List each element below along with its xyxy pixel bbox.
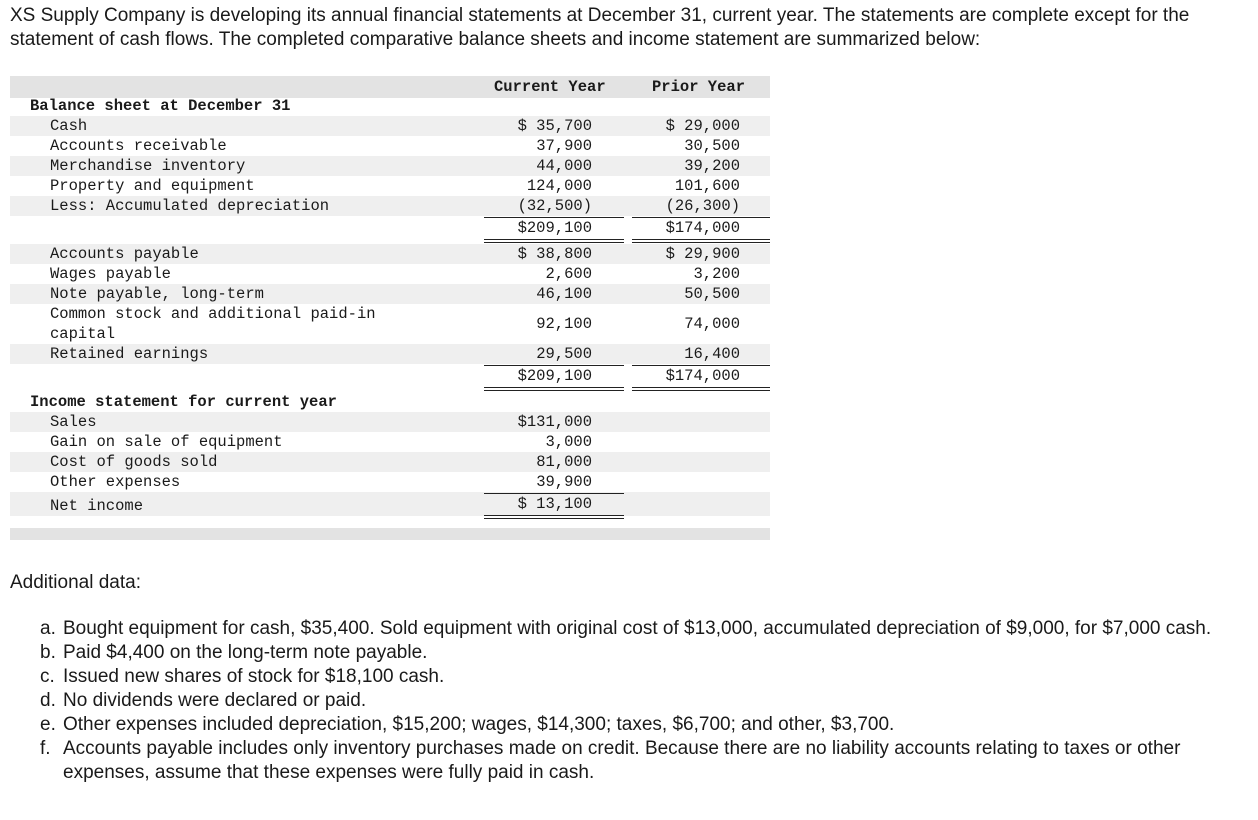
current-year-value: 37,900: [536, 137, 592, 155]
column-header-current-year: Current Year: [494, 78, 606, 96]
current-year-value: $131,000: [517, 413, 592, 431]
prior-year-value: 16,400: [684, 345, 740, 363]
double-underline: [484, 518, 624, 519]
current-year-value: 46,100: [536, 285, 592, 303]
footer-band: [10, 528, 770, 540]
list-item: [40, 665, 1250, 689]
prior-year-value: $ 29,900: [665, 245, 740, 263]
row-label: Wages payable: [50, 265, 171, 283]
row-label: Cost of goods sold: [50, 453, 218, 471]
double-underline: [632, 387, 770, 388]
row-label: Property and equipment: [50, 177, 255, 195]
net-income-current: $ 13,100: [517, 495, 592, 513]
list-item-text: No dividends were declared or paid.: [63, 690, 367, 711]
total-liabilities-equity-prior: $174,000: [665, 367, 740, 385]
row-label-line1: Common stock and additional paid-in: [50, 305, 376, 323]
current-year-value: 3,000: [545, 433, 592, 451]
prior-year-value: 101,600: [674, 177, 740, 195]
double-underline: [484, 387, 624, 388]
prior-year-value: 3,200: [693, 265, 740, 283]
row-label-line2: capital: [50, 325, 116, 343]
problem-intro: XS Supply Company is developing its annual financial statements at December 31, current year. The statements are complete except for the statement of cash flows. The completed comparative balance sheets and income statement are summarized below:: [10, 5, 1190, 50]
current-year-value: 2,600: [545, 265, 592, 283]
current-year-value: 39,900: [536, 473, 592, 491]
list-item: [40, 617, 1250, 641]
row-label: Accounts receivable: [50, 137, 227, 155]
list-item-text: Bought equipment for cash, $35,400. Sold equipment with original cost of $13,000, accumulated depreciation of $9,000, for $7,000 cash.: [63, 618, 1212, 639]
prior-year-value: 39,200: [684, 157, 740, 175]
double-underline: [484, 242, 624, 243]
list-marker: a.: [40, 618, 56, 639]
row-label: Note payable, long-term: [50, 285, 264, 303]
prior-year-value: (26,300): [665, 197, 740, 215]
double-underline: [484, 390, 624, 391]
balance-sheet-title: Balance sheet at December 31: [30, 97, 291, 115]
row-band: [10, 412, 770, 432]
row-label: Other expenses: [50, 473, 181, 491]
list-marker: b.: [40, 642, 56, 663]
double-underline: [484, 239, 624, 240]
current-year-value: 124,000: [526, 177, 592, 195]
current-year-value: (32,500): [517, 197, 592, 215]
list-item-text: Issued new shares of stock for $18,100 cash.: [63, 666, 445, 687]
row-label: Retained earnings: [50, 345, 209, 363]
list-item-text: Other expenses included depreciation, $15,200; wages, $14,300; taxes, $6,700; and other, $3,700.: [63, 714, 895, 735]
list-marker: e.: [40, 714, 56, 735]
double-underline: [632, 390, 770, 391]
list-item: [40, 713, 1250, 737]
prior-year-value: 74,000: [684, 315, 740, 333]
current-year-value: 81,000: [536, 453, 592, 471]
double-underline: [632, 239, 770, 240]
current-year-value: $ 38,800: [517, 245, 592, 263]
current-year-value: 92,100: [536, 315, 592, 333]
row-label: Accounts payable: [50, 245, 199, 263]
income-statement-title: Income statement for current year: [30, 393, 337, 411]
list-marker: c.: [40, 666, 55, 687]
double-underline: [632, 242, 770, 243]
row-label: Gain on sale of equipment: [50, 433, 283, 451]
row-label: Less: Accumulated depreciation: [50, 197, 330, 215]
row-label: Merchandise inventory: [50, 157, 246, 175]
current-year-value: 29,500: [536, 345, 592, 363]
prior-year-value: $ 29,000: [665, 117, 740, 135]
current-year-value: 44,000: [536, 157, 592, 175]
total-liabilities-equity-current: $209,100: [517, 367, 592, 385]
list-marker: f.: [40, 738, 51, 759]
additional-data-list: [40, 617, 1250, 785]
row-band: [10, 116, 770, 136]
column-header-prior-year: Prior Year: [652, 78, 746, 96]
list-marker: d.: [40, 690, 56, 711]
prior-year-value: 30,500: [684, 137, 740, 155]
list-item: [40, 641, 1250, 665]
row-label: Sales: [50, 413, 97, 431]
row-label: Cash: [50, 117, 88, 135]
current-year-value: $ 35,700: [517, 117, 592, 135]
prior-year-value: 50,500: [684, 285, 740, 303]
total-assets-current: $209,100: [517, 219, 592, 237]
additional-data-heading: Additional data:: [10, 572, 141, 593]
list-item-text: Paid $4,400 on the long-term note payable.: [63, 642, 428, 663]
list-item: [40, 737, 1250, 785]
double-underline: [484, 515, 624, 516]
net-income-label: Net income: [50, 497, 144, 515]
financial-statements-table: [10, 76, 770, 540]
list-item-text: Accounts payable includes only inventory purchases made on credit. Because there are no liability accounts relating to taxes or other expenses, assume that these expenses were fully paid in cash.: [63, 738, 1181, 783]
total-assets-prior: $174,000: [665, 219, 740, 237]
list-item: [40, 689, 1250, 713]
